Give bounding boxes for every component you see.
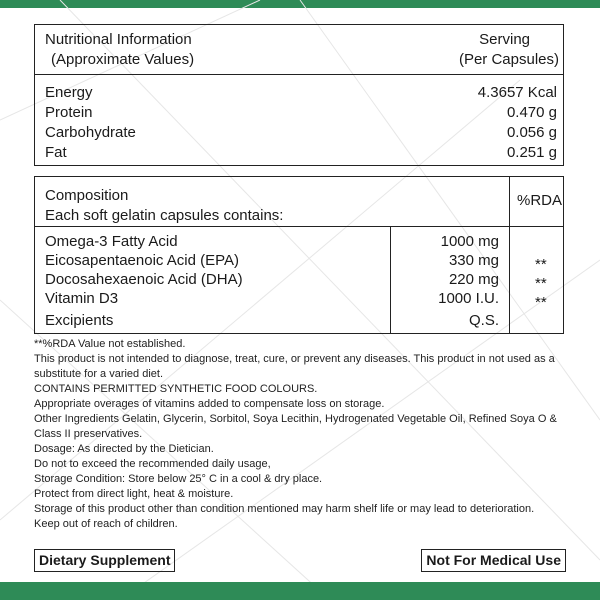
note-line: Appropriate overages of vitamins added to compensate loss on storage. (34, 398, 385, 410)
composition-row-rda: ** (535, 275, 547, 292)
not-for-medical-use-tag: Not For Medical Use (421, 549, 566, 572)
composition-row-rda: ** (535, 294, 547, 311)
nutrition-row-value: 4.3657 Kcal (477, 84, 557, 101)
rda-column-divider (509, 177, 510, 333)
composition-row-name: Eicosapentaenoic Acid (EPA) (45, 252, 239, 269)
composition-row-amount: 1000 mg (440, 233, 499, 250)
nutrition-table (34, 24, 564, 166)
composition-row-amount: Q.S. (468, 312, 499, 329)
note-line: Other Ingredients Gelatin, Glycerin, Sorbitol, Soya Lecithin, Hydrogenated Vegetable Oil, Refined Soya O & Class II preservatives. (34, 413, 557, 440)
composition-row-name: Excipients (45, 312, 114, 329)
composition-header (35, 177, 563, 227)
composition-subtitle: Each soft gelatin capsules contains: (45, 207, 284, 224)
nutrition-row-value: 0.056 g (506, 124, 557, 141)
bottom-accent-band (0, 582, 600, 600)
note-line: Protect from direct light, heat & moisture. (34, 488, 234, 500)
note-line: Do not to exceed the recommended daily usage, (34, 458, 271, 470)
nutrition-row-value: 0.470 g (506, 104, 557, 121)
nutrition-row-label: Fat (45, 144, 67, 161)
serving-title: Serving (479, 31, 530, 48)
note-line: Dosage: As directed by the Dietician. (34, 443, 214, 455)
label-notes (34, 337, 574, 532)
composition-row-name: Docosahexaenoic Acid (DHA) (45, 271, 243, 288)
amount-column-divider (390, 226, 391, 333)
nutrition-row-value: 0.251 g (506, 144, 557, 161)
nutrition-title: Nutritional Information (45, 31, 192, 48)
nutrition-subtitle: (Approximate Values) (51, 51, 195, 68)
composition-row-amount: 220 mg (448, 271, 499, 288)
note-line: **%RDA Value not established. (34, 338, 186, 350)
composition-row-name: Vitamin D3 (45, 290, 119, 307)
composition-row-rda: ** (535, 256, 547, 273)
serving-subtitle: (Per Capsules) (458, 51, 559, 68)
composition-row-name: Omega-3 Fatty Acid (45, 233, 178, 250)
rda-header: %RDA (517, 192, 563, 209)
dietary-supplement-tag: Dietary Supplement (34, 549, 175, 572)
composition-row-amount: 330 mg (448, 252, 499, 269)
composition-row-amount: 1000 I.U. (438, 290, 499, 307)
nutrition-row-label: Carbohydrate (45, 124, 136, 141)
note-line: Storage of this product other than condition mentioned may harm shelf life or may lead to deterioration. (34, 503, 535, 515)
note-line: Keep out of reach of children. (34, 518, 178, 530)
note-line: This product is not intended to diagnose, treat, cure, or prevent any diseases. This product in not used as a substitute for a varied diet. (34, 353, 555, 380)
composition-table (34, 176, 564, 334)
note-line: Storage Condition: Store below 25° C in a cool & dry place. (34, 473, 323, 485)
nutrition-row-label: Energy (45, 84, 93, 101)
nutrition-row-label: Protein (45, 104, 93, 121)
composition-title: Composition (45, 187, 129, 204)
nutrition-header (35, 25, 563, 75)
note-line: CONTAINS PERMITTED SYNTHETIC FOOD COLOURS. (34, 383, 318, 395)
